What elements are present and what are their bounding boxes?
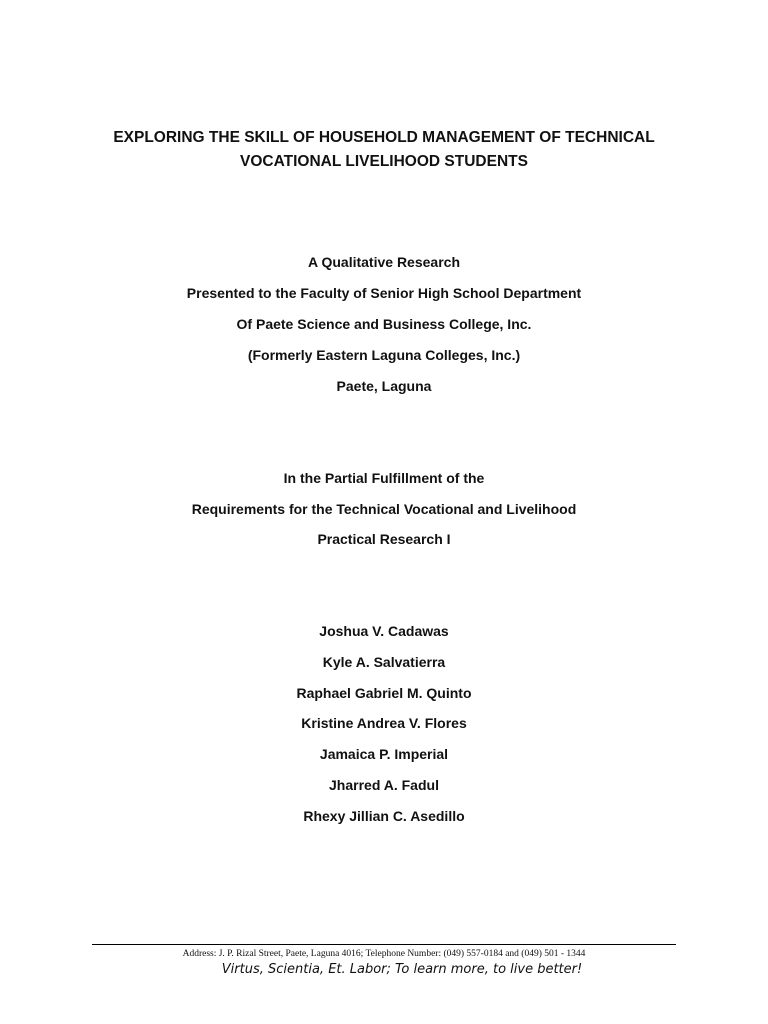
fulfillment-line-1: In the Partial Fulfillment of the xyxy=(283,470,485,486)
research-title xyxy=(0,126,768,174)
fulfillment-block xyxy=(0,469,768,561)
title-line-2: VOCATIONAL LIVELIHOOD STUDENTS xyxy=(240,153,528,170)
author-name: Rhexy Jillian C. Asedillo xyxy=(303,807,465,824)
fulfillment-line-2: Requirements for the Technical Vocational and Livelihood xyxy=(191,500,577,517)
footer-motto: Virtus, Scientia, Et. Labor; To learn more, to live better! xyxy=(221,962,583,977)
author-name: Jamaica P. Imperial xyxy=(319,746,449,763)
author-name: Joshua V. Cadawas xyxy=(319,623,449,639)
presented-to: Presented to the Faculty of Senior High School Department xyxy=(186,285,582,301)
author-name: Jharred A. Fadul xyxy=(329,776,439,793)
research-type: A Qualitative Research xyxy=(308,254,460,270)
footer-divider xyxy=(92,944,676,945)
institution-name: Of Paete Science and Business College, Inc. xyxy=(236,316,532,332)
author-name: Kyle A. Salvatierra xyxy=(322,653,446,670)
presentation-block xyxy=(0,253,768,408)
footer-address: Address: J. P. Rizal Street, Paete, Laguna 4016; Telephone Number: (049) 557-0184 and (049) 501 - 1344 xyxy=(182,949,586,959)
former-institution-name: (Formerly Eastern Laguna Colleges, Inc.) xyxy=(247,347,521,363)
author-name: Kristine Andrea V. Flores xyxy=(301,715,467,732)
authors-list xyxy=(0,622,768,838)
title-line-1: EXPLORING THE SKILL OF HOUSEHOLD MANAGEMENT OF TECHNICAL xyxy=(113,129,655,146)
course-name: Practical Research I xyxy=(317,531,451,547)
institution-location: Paete, Laguna xyxy=(336,378,432,394)
author-name: Raphael Gabriel M. Quinto xyxy=(296,684,472,701)
